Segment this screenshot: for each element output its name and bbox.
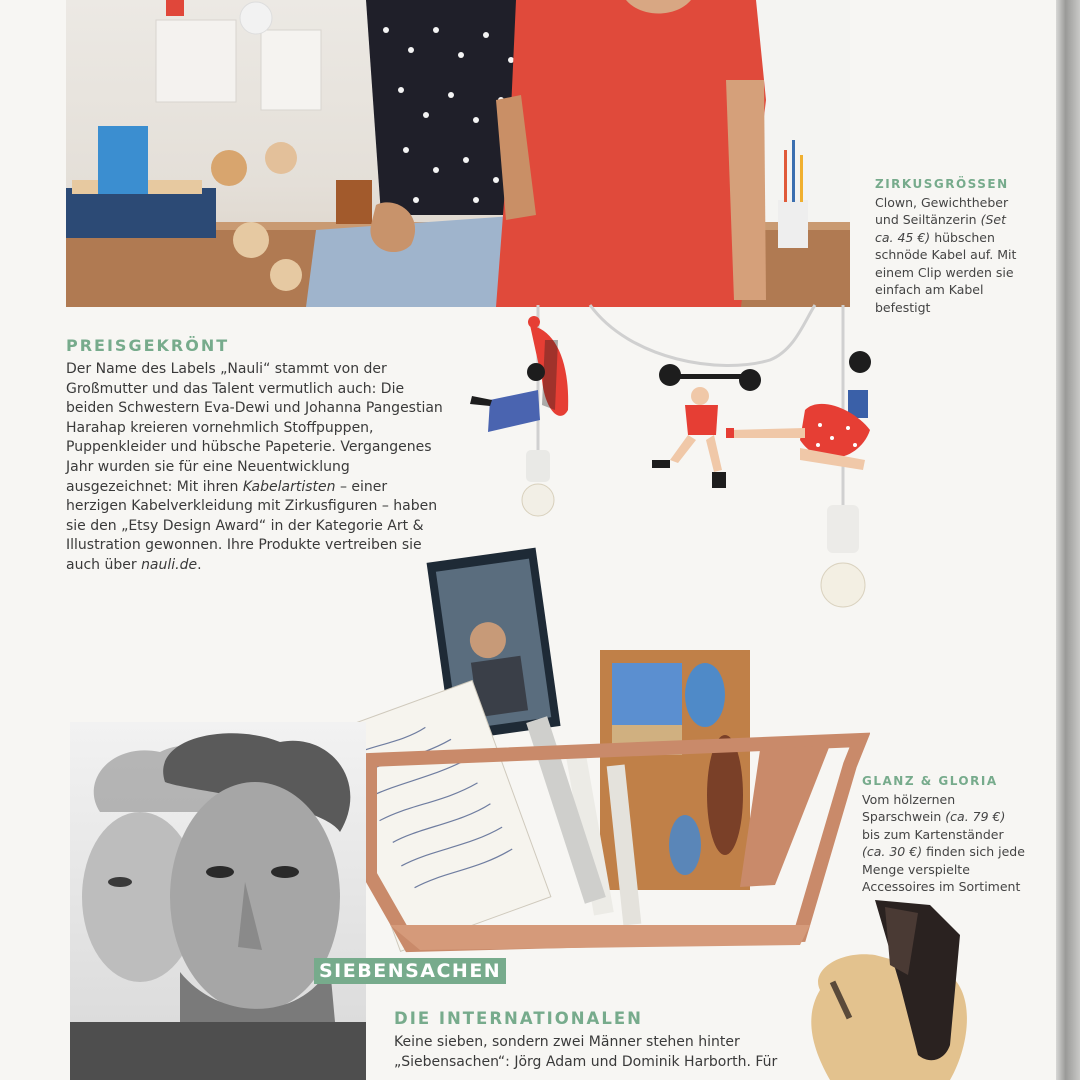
preisgekroent-article <box>66 336 446 576</box>
preisgekroent-body <box>66 360 446 576</box>
portrait-photo-illustration <box>70 722 366 1080</box>
zirkus-caption-text-1: Clown, Gewichtheber und Seiltänzerin <box>875 194 1009 227</box>
preisgekroent-text-3: . <box>197 556 202 573</box>
preisgekroent-text-1: Der Name des Labels „Nauli“ stammt von der Großmutter und das Talent vermutlich auch: Die beiden Schwestern Eva-Dewi und Johanna Pangestian Harahap kreieren vornehmlich Stoffpuppen, Puppenkleider und hübsche Papeterie. Vergangenes Jahr wurden sie für eine Neuentwicklung ausgezeichnet: Mit ihren <box>66 361 443 495</box>
glanz-caption-price-1: (ca. 79 €) <box>945 809 1006 824</box>
studio-photo-illustration <box>66 0 850 307</box>
portrait-photo <box>70 722 366 1080</box>
glanz-caption-text-1: Vom hölzernen Sparschwein <box>862 791 956 824</box>
card-holder-photo <box>330 545 870 955</box>
zirkus-caption <box>875 175 1025 316</box>
next-page-edge <box>1056 0 1080 1080</box>
preisgekroent-text-2: – einer herzigen Kabelverkleidung mit Zirkusfiguren – haben sie den „Etsy Design Award“ in der Kategorie Art & Illustration gewonnen. Ihre Produkte vertreiben sie auch über <box>66 478 438 573</box>
internationalen-heading: DIE INTERNATIONALEN <box>394 1009 643 1028</box>
glanz-caption-text-2: bis zum Kartenständer <box>862 826 1004 842</box>
glanz-caption <box>862 772 1027 896</box>
wooden-piggy-bank-photo <box>800 895 980 1080</box>
internationalen-article <box>394 1008 784 1072</box>
glanz-caption-price-2: (ca. 30 €) <box>862 844 923 859</box>
preisgekroent-link[interactable]: nauli.de <box>141 556 198 573</box>
siebensachen-tag: SIEBENSACHEN <box>314 958 506 984</box>
zirkus-caption-price: (Set ca. 45 €) <box>875 212 1006 245</box>
zirkus-caption-title: ZIRKUSGRÖSSEN <box>875 177 1009 191</box>
zirkus-caption-text-2: hübschen schnöde Kabel auf. Mit einem Clip werden sie einfach am Kabel befestigt <box>875 229 1017 315</box>
studio-photo <box>66 0 850 307</box>
preisgekroent-product: Kabelartisten <box>242 478 336 495</box>
glanz-caption-title: GLANZ & GLORIA <box>862 774 998 788</box>
internationalen-body: Keine sieben, sondern zwei Männer stehen hinter „Siebensachen“: Jörg Adam und Dominik Harborth. Für <box>394 1034 778 1070</box>
glanz-caption-text-3: finden sich jede Menge verspielte Accessoires im Sortiment <box>862 844 1025 894</box>
preisgekroent-heading: PREISGEKRÖNT <box>66 336 230 355</box>
